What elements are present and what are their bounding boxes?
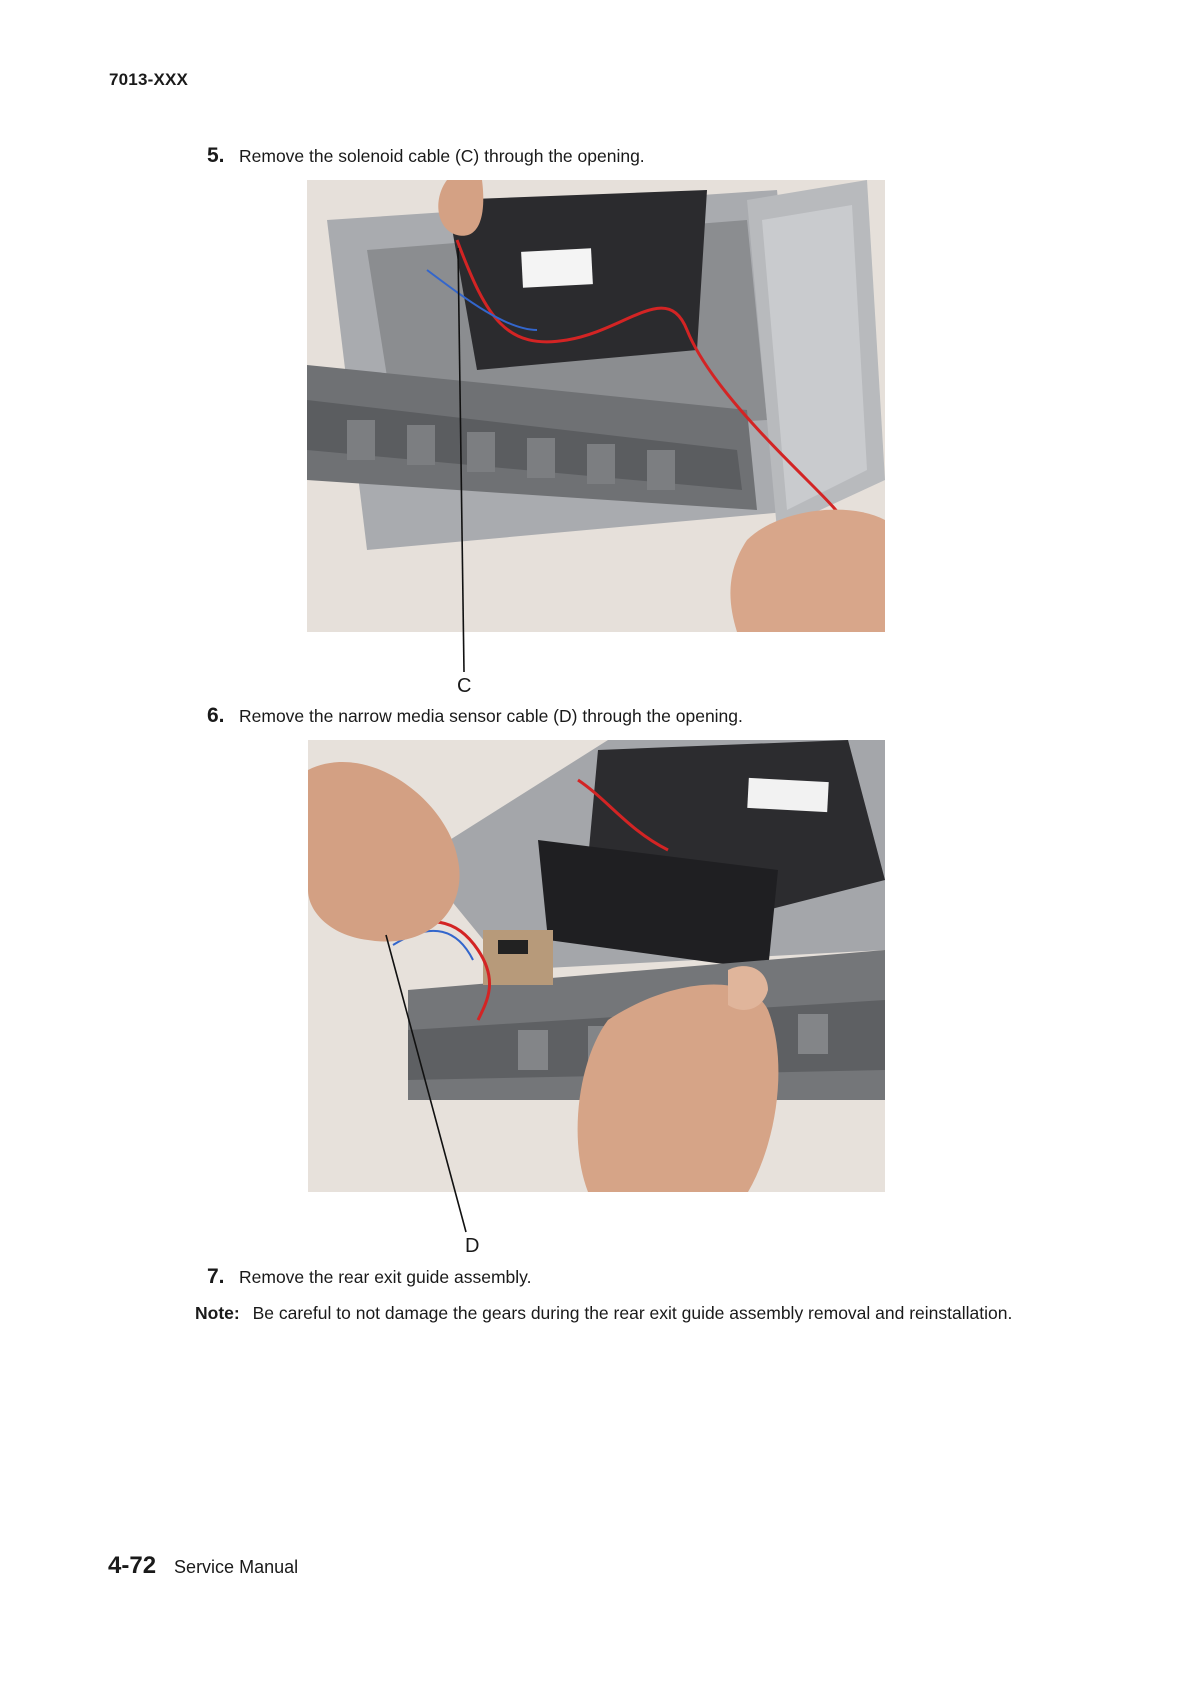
- document-code: 7013-XXX: [109, 70, 189, 89]
- photo-solenoid-cable: [307, 180, 885, 632]
- step-text: Remove the solenoid cable (C) through the opening.: [239, 146, 645, 166]
- page-number: 4-72: [108, 1552, 157, 1579]
- page-footer: [108, 1552, 298, 1580]
- step-number: 7.: [207, 1265, 225, 1288]
- manual-title: Service Manual: [174, 1557, 299, 1577]
- step-6: [207, 704, 743, 728]
- step-text: Remove the narrow media sensor cable (D) through the opening.: [239, 706, 743, 726]
- note-label: Note:: [195, 1303, 240, 1323]
- step-number: 5.: [207, 144, 225, 167]
- note: [195, 1303, 1012, 1324]
- callout-d: D: [465, 1235, 480, 1257]
- step-5: [207, 144, 645, 168]
- callout-c: C: [457, 675, 472, 697]
- photo-media-sensor-cable: [308, 740, 885, 1192]
- step-text: Remove the rear exit guide assembly.: [239, 1267, 532, 1287]
- note-text: Be careful to not damage the gears during the rear exit guide assembly removal and reinstallation.: [252, 1303, 1013, 1323]
- step-number: 6.: [207, 704, 225, 727]
- step-7: [207, 1265, 531, 1289]
